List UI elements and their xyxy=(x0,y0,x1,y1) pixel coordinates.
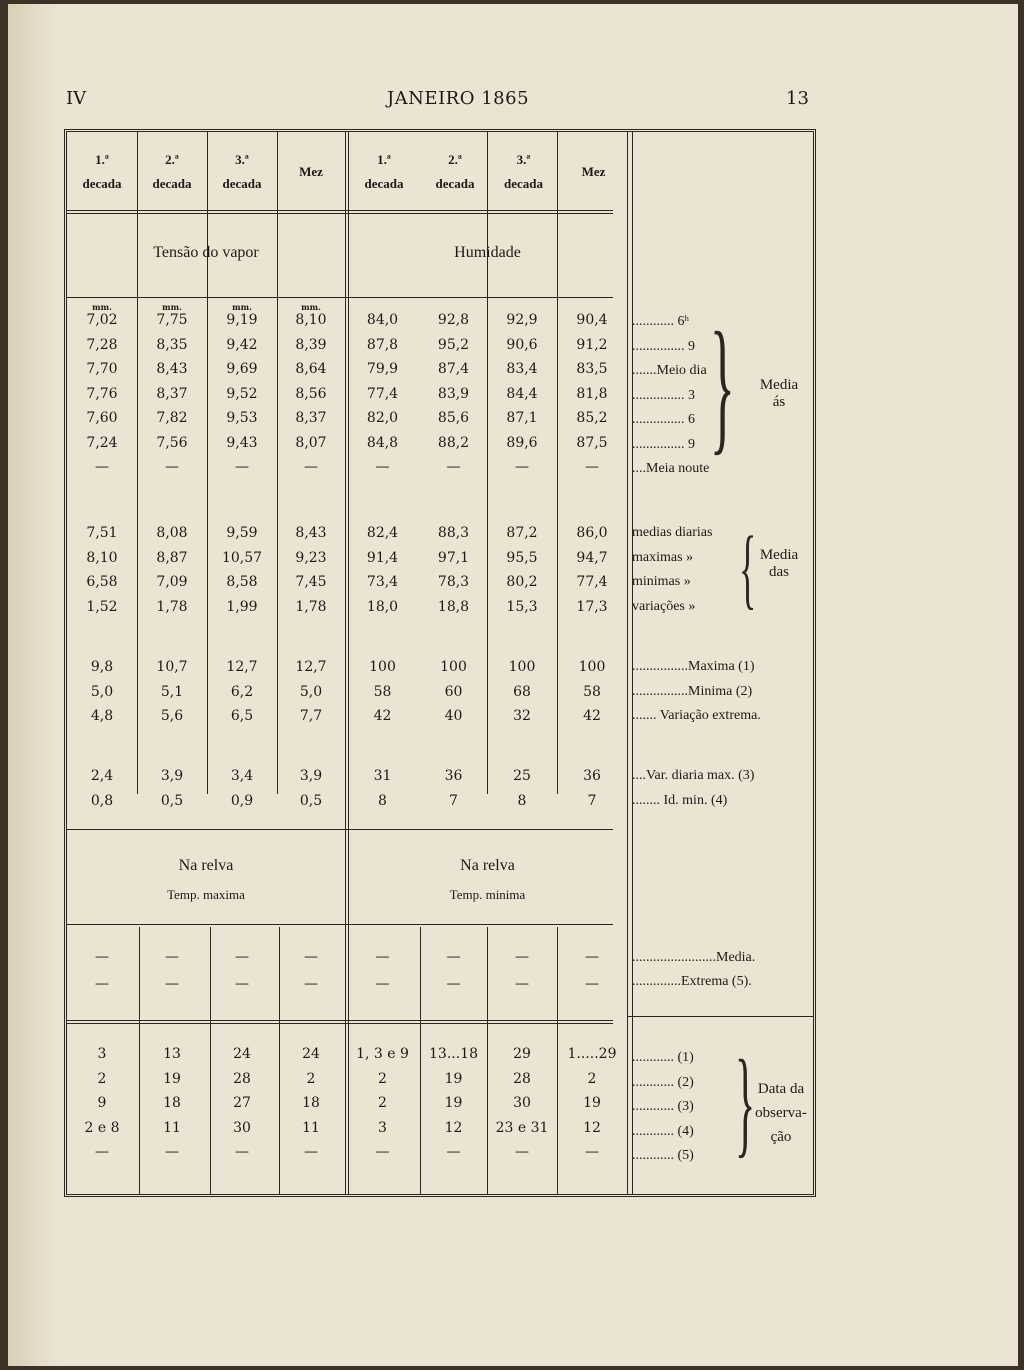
table-cell: 97,1 xyxy=(437,549,470,566)
row-rule xyxy=(627,1016,813,1017)
table-cell: 18,8 xyxy=(437,598,470,615)
table-cell: 87,8 xyxy=(366,336,399,353)
brace: { xyxy=(709,302,735,468)
section-title-relva-min: Na relva xyxy=(460,857,515,874)
row-label: ............ (4) xyxy=(632,1123,694,1139)
table-cell: — xyxy=(235,949,249,965)
table-cell: 7,51 xyxy=(86,525,118,541)
table-cell: 12,7 xyxy=(226,659,258,675)
table-cell: — xyxy=(585,1144,599,1160)
table-cell: 19 xyxy=(444,1070,463,1087)
table-cell: — xyxy=(304,459,318,475)
row-label: ............ (1) xyxy=(632,1050,694,1065)
table-cell: — xyxy=(446,459,461,475)
table-cell: 7,75 xyxy=(156,312,188,328)
table-cell: 8,43 xyxy=(156,361,188,377)
table-cell: — xyxy=(304,949,318,965)
table-cell: — xyxy=(95,459,109,475)
table-cell: 9 xyxy=(97,1095,107,1111)
table-cell: 30 xyxy=(513,1095,531,1111)
section-title-relva-max: Na relva xyxy=(178,857,234,874)
row-rule xyxy=(67,213,613,214)
table-cell: 81,8 xyxy=(576,385,608,402)
table-cell: 8,43 xyxy=(295,525,327,541)
table-cell: 1.....29 xyxy=(567,1046,617,1062)
table-cell: 8 xyxy=(517,792,527,809)
row-label: ............... 9 xyxy=(632,338,695,354)
table-cell: 12 xyxy=(444,1119,463,1136)
table-cell: 3,4 xyxy=(230,768,254,784)
row-label: ........................Media. xyxy=(632,950,756,965)
table-cell: 15,3 xyxy=(506,598,538,615)
section-number: IV xyxy=(66,88,87,109)
table-cell: 87,4 xyxy=(437,361,470,377)
table-cell: 79,9 xyxy=(366,361,399,377)
table-cell: 7,82 xyxy=(156,410,188,426)
table-cell: 40 xyxy=(444,708,463,724)
table-cell: 1,99 xyxy=(226,598,258,615)
row-rule xyxy=(67,829,613,830)
table-cell: 7 xyxy=(449,792,458,809)
table-cell: 42 xyxy=(373,708,392,724)
table-cell: 36 xyxy=(583,768,601,784)
meteorological-table xyxy=(64,129,816,1197)
table-cell: — xyxy=(165,1144,179,1160)
table-cell: 8,87 xyxy=(156,549,188,566)
row-label: ....Var. diaria max. (3) xyxy=(632,768,755,783)
table-cell: 85,2 xyxy=(576,410,608,426)
table-cell: — xyxy=(375,459,390,475)
group-label: Media das xyxy=(759,547,799,580)
table-cell: 29 xyxy=(513,1046,531,1062)
column-rule xyxy=(627,132,628,1194)
table-cell: 5,6 xyxy=(160,708,184,724)
table-cell: 2 xyxy=(306,1070,316,1087)
table-cell: 2 e 8 xyxy=(84,1119,120,1136)
table-cell: 2 xyxy=(97,1070,107,1087)
row-rule xyxy=(67,924,613,925)
table-cell: 9,69 xyxy=(226,361,258,377)
table-cell: 42 xyxy=(583,708,601,724)
table-cell: 1,78 xyxy=(156,598,188,615)
table-cell: — xyxy=(375,1144,390,1160)
row-label: maximas » xyxy=(632,549,694,565)
section-title-humidade: Humidade xyxy=(454,244,521,261)
table-cell: 83,9 xyxy=(437,385,470,402)
table-cell: 19 xyxy=(444,1095,463,1111)
table-cell: — xyxy=(95,976,109,992)
table-cell: 100 xyxy=(578,659,606,675)
brace: } xyxy=(735,1035,756,1168)
table-cell: — xyxy=(304,1144,318,1160)
table-cell: 91,4 xyxy=(366,549,399,566)
row-label: ............ (2) xyxy=(632,1074,694,1090)
unit-label: mm. xyxy=(232,302,252,312)
table-cell: 90,6 xyxy=(506,336,538,353)
table-cell: 100 xyxy=(508,659,536,675)
column-header: 1.ª decada xyxy=(364,152,404,191)
brace: { xyxy=(739,519,757,618)
row-label: medias diarias xyxy=(632,525,713,540)
table-cell: 19 xyxy=(163,1070,181,1087)
table-cell: 82,0 xyxy=(366,410,399,426)
table-cell: 19 xyxy=(583,1095,601,1111)
unit-label: mm. xyxy=(301,302,321,312)
table-cell: — xyxy=(95,1144,109,1160)
row-label: ............... 6 xyxy=(632,412,695,427)
table-cell: 73,4 xyxy=(366,574,399,590)
table-cell: 83,5 xyxy=(576,361,608,377)
table-cell: — xyxy=(235,976,249,992)
table-cell: 36 xyxy=(444,768,463,784)
column-header: 3.ª decada xyxy=(504,152,543,191)
table-cell: 2 xyxy=(378,1070,387,1087)
group-label: Data da observa- ção xyxy=(755,1081,807,1145)
table-cell: 92,8 xyxy=(437,312,470,328)
table-cell: 8,56 xyxy=(295,385,327,402)
column-header: 2.ª decada xyxy=(435,152,475,191)
row-rule xyxy=(67,1020,613,1021)
table-cell: — xyxy=(95,949,109,965)
table-cell: 18 xyxy=(302,1095,320,1111)
page-spine xyxy=(8,4,60,1366)
column-header: 2.ª decada xyxy=(152,152,192,191)
column-header: 3.ª decada xyxy=(222,152,262,191)
table-cell: 78,3 xyxy=(437,574,470,590)
table-cell: 84,4 xyxy=(506,385,538,402)
table-cell: 2 xyxy=(378,1095,387,1111)
table-cell: 28 xyxy=(513,1070,531,1087)
table-cell: 84,0 xyxy=(366,312,399,328)
table-cell: 8,10 xyxy=(295,312,327,328)
table-cell: 9,8 xyxy=(90,659,114,675)
table-cell: 5,0 xyxy=(299,683,323,700)
table-cell: 7 xyxy=(587,792,597,809)
row-label: ....Meia noute xyxy=(632,461,710,476)
table-cell: 8,37 xyxy=(295,410,327,426)
table-cell: 8,08 xyxy=(156,525,188,541)
table-cell: 0,5 xyxy=(299,792,323,809)
table-cell: 84,8 xyxy=(366,434,399,451)
table-cell: — xyxy=(165,949,179,965)
row-label: ............ (5) xyxy=(632,1148,694,1163)
table-cell: 17,3 xyxy=(576,598,608,615)
table-cell: 9,53 xyxy=(226,410,258,426)
row-label: ................Minima (2) xyxy=(632,683,753,699)
table-cell: 27 xyxy=(233,1095,251,1111)
section-title-tensao: Tensão do vapor xyxy=(153,244,259,261)
table-cell: 6,5 xyxy=(230,708,254,724)
table-cell: 9,19 xyxy=(226,312,258,328)
table-cell: 7,60 xyxy=(86,410,118,426)
table-cell: 0,9 xyxy=(230,792,254,809)
table-cell: 88,2 xyxy=(437,434,470,451)
table-cell: 77,4 xyxy=(366,385,399,402)
table-cell: 58 xyxy=(373,683,392,700)
table-cell: — xyxy=(585,949,599,965)
table-cell: 89,6 xyxy=(506,434,538,451)
table-cell: 3 xyxy=(378,1119,387,1136)
row-label: .......Meio dia xyxy=(632,363,707,378)
table-cell: 7,7 xyxy=(299,708,323,724)
table-cell: 2 xyxy=(587,1070,597,1087)
table-cell: 60 xyxy=(444,683,463,700)
table-cell: 12 xyxy=(583,1119,601,1136)
table-cell: 28 xyxy=(233,1070,251,1087)
table-cell: 25 xyxy=(513,768,531,784)
page-number: 13 xyxy=(786,88,809,109)
table-cell: 13 xyxy=(163,1046,181,1062)
table-cell: 5,1 xyxy=(160,683,184,700)
table-cell: 23 e 31 xyxy=(495,1119,549,1136)
table-cell: 3,9 xyxy=(299,768,323,784)
table-cell: 11 xyxy=(302,1119,320,1136)
group-label: Media ás xyxy=(759,377,799,410)
unit-label: mm. xyxy=(92,302,112,312)
table-cell: 0,5 xyxy=(160,792,184,809)
table-cell: 83,4 xyxy=(506,361,538,377)
table-cell: 9,52 xyxy=(226,385,258,402)
table-cell: — xyxy=(515,1144,529,1160)
table-cell: 87,2 xyxy=(506,525,538,541)
row-label: ..............Extrema (5). xyxy=(632,974,752,989)
section-subtitle-relva-max: Temp. maxima xyxy=(167,887,245,902)
table-cell: — xyxy=(446,976,461,992)
section-subtitle-relva-min: Temp. minima xyxy=(449,887,526,902)
row-label: ............... 9 xyxy=(632,436,695,452)
table-cell: 12,7 xyxy=(295,659,327,675)
table-cell: 9,23 xyxy=(295,549,327,566)
table-cell: — xyxy=(304,976,318,992)
table-cell: — xyxy=(585,459,599,475)
table-cell: 87,5 xyxy=(576,434,608,451)
row-label: ........ Id. min. (4) xyxy=(632,792,728,808)
table-cell: 77,4 xyxy=(576,574,608,590)
table-cell: 1, 3 e 9 xyxy=(356,1046,409,1062)
table-cell: — xyxy=(165,459,179,475)
table-cell: 8,37 xyxy=(156,385,188,402)
table-cell: 8,58 xyxy=(226,574,258,590)
table-cell: 91,2 xyxy=(576,336,608,353)
table-cell: — xyxy=(165,976,179,992)
table-cell: 100 xyxy=(369,659,396,675)
table-cell: 6,2 xyxy=(230,683,254,700)
table-cell: — xyxy=(446,949,461,965)
table-cell: 58 xyxy=(583,683,601,700)
table-cell: 18,0 xyxy=(366,598,399,615)
table-cell: 8,64 xyxy=(295,361,327,377)
table-cell: — xyxy=(446,1144,461,1160)
table-cell: — xyxy=(515,459,529,475)
page xyxy=(8,4,1018,1366)
row-label: ............ 6ʰ xyxy=(632,314,689,329)
table-cell: 7,24 xyxy=(86,434,118,451)
table-cell: 7,56 xyxy=(156,434,188,451)
column-header: Mez xyxy=(299,164,323,179)
table-cell: 68 xyxy=(513,683,531,700)
table-cell: 8 xyxy=(378,792,387,809)
row-label: minimas » xyxy=(632,574,691,589)
table-cell: 95,5 xyxy=(506,549,538,566)
table-cell: 87,1 xyxy=(506,410,538,426)
table-cell: 3,9 xyxy=(160,768,184,784)
table-cell: 30 xyxy=(233,1119,251,1136)
column-header: Mez xyxy=(581,164,606,179)
table-cell: 8,35 xyxy=(156,336,188,353)
row-rule xyxy=(67,297,613,298)
table-cell: 10,7 xyxy=(156,659,188,675)
table-cell: 32 xyxy=(513,708,531,724)
row-label: variações » xyxy=(632,598,696,614)
table-cell: 4,8 xyxy=(90,708,114,724)
page-title: JANEIRO 1865 xyxy=(386,88,530,109)
table-cell: 3 xyxy=(97,1046,107,1062)
table-cell: 24 xyxy=(233,1046,251,1062)
table-cell: 92,9 xyxy=(506,312,538,328)
table-cell: 7,76 xyxy=(86,385,118,402)
table-cell: 18 xyxy=(163,1095,181,1111)
unit-label: mm. xyxy=(162,302,182,312)
table-cell: 13...18 xyxy=(429,1046,478,1062)
table-cell: 8,39 xyxy=(295,336,327,353)
table-cell: — xyxy=(515,949,529,965)
table-cell: — xyxy=(235,459,249,475)
row-label: ............... 3 xyxy=(632,387,695,403)
column-header: 1.ª decada xyxy=(82,152,122,191)
table-cell: 7,28 xyxy=(86,336,118,353)
table-cell: — xyxy=(375,949,390,965)
table-cell: — xyxy=(515,976,529,992)
table-cell: 1,52 xyxy=(86,598,118,615)
row-label: ................Maxima (1) xyxy=(632,659,755,674)
table-cell: 7,02 xyxy=(86,312,118,328)
table-cell: 8,10 xyxy=(86,549,118,566)
table-cell: 8,07 xyxy=(295,434,327,451)
table-cell: 5,0 xyxy=(90,683,114,700)
table-cell: 88,3 xyxy=(437,525,470,541)
row-label: ....... Variação extrema. xyxy=(632,708,761,723)
row-rule xyxy=(67,210,613,211)
table-cell: 31 xyxy=(373,768,392,784)
table-cell: — xyxy=(585,976,599,992)
table-cell: 11 xyxy=(163,1119,181,1136)
table-cell: 10,57 xyxy=(221,549,263,566)
table-cell: 86,0 xyxy=(576,525,608,541)
table-cell: 100 xyxy=(440,659,467,675)
row-rule xyxy=(67,1023,613,1024)
row-label: ............ (3) xyxy=(632,1099,694,1114)
table-cell: 1,78 xyxy=(295,598,327,615)
table-cell: 85,6 xyxy=(437,410,470,426)
table-cell: 9,43 xyxy=(226,434,258,451)
table-cell: 94,7 xyxy=(576,549,608,566)
table-cell: — xyxy=(375,976,390,992)
table-cell: 9,59 xyxy=(226,525,258,541)
table-cell: 95,2 xyxy=(437,336,470,353)
table-cell: 7,09 xyxy=(156,574,188,590)
table-cell: 80,2 xyxy=(506,574,538,590)
table-cell: 7,45 xyxy=(295,574,327,590)
table-cell: — xyxy=(235,1144,249,1160)
table-cell: 9,42 xyxy=(226,336,258,353)
table-cell: 7,70 xyxy=(86,361,118,377)
table-cell: 90,4 xyxy=(576,312,608,328)
table-cell: 82,4 xyxy=(366,525,399,541)
table-cell: 24 xyxy=(302,1046,320,1062)
table-cell: 6,58 xyxy=(86,574,118,590)
table-cell: 2,4 xyxy=(90,768,114,784)
table-cell: 0,8 xyxy=(90,792,114,809)
